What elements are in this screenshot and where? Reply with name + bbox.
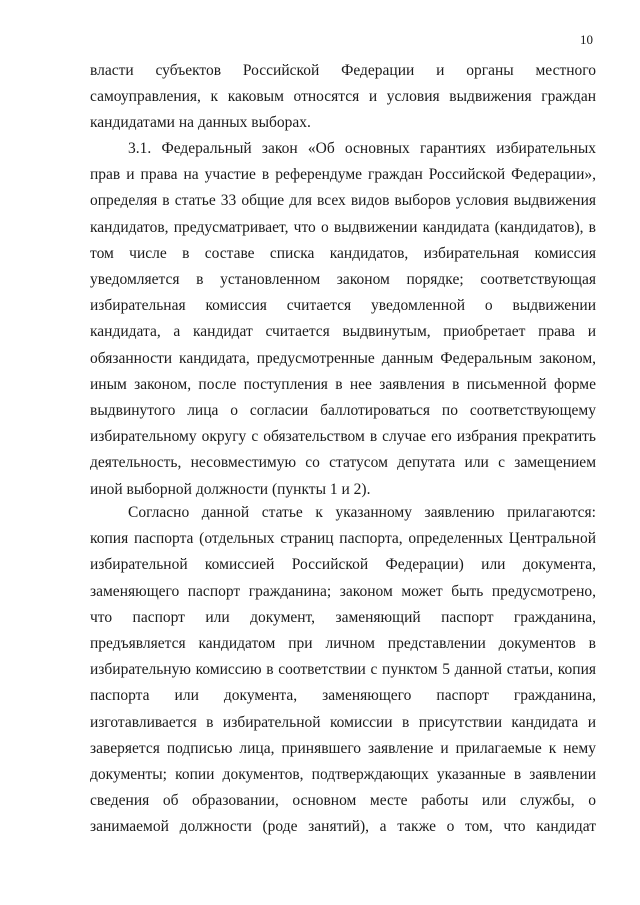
paragraph-line: избирательную комиссию в соответствии с пунктом 5 данной статьи, копия: [90, 661, 596, 679]
paragraph-line: прав и права на участие в референдуме граждан Российской Федерации»,: [90, 166, 596, 184]
paragraph-line: иной выборной должности (пункты 1 и 2).: [90, 480, 371, 498]
paragraph-line: заверяется подписью лица, принявшего заявление и прилагаемые к нему: [90, 739, 596, 757]
paragraph-line: что паспорт или документ, заменяющий паспорт гражданина,: [90, 608, 596, 626]
paragraph-line: сведения об образовании, основном месте работы или службы, о: [90, 792, 596, 810]
paragraph-line: выдвинутого лица о согласии баллотироваться по соответствующему: [90, 402, 596, 420]
paragraph-line: копия паспорта (отдельных страниц паспорта, определенных Центральной: [90, 530, 596, 548]
paragraph-line: деятельность, несовместимую со статусом депутата или с замещением: [90, 454, 596, 472]
paragraph-line: изготавливается в избирательной комиссии в присутствии кандидата и: [90, 713, 596, 731]
paragraph-line: избирательная комиссия считается уведомленной о выдвижении: [90, 297, 596, 315]
paragraph-line: 3.1. Федеральный закон «Об основных гарантиях избирательных: [128, 140, 596, 157]
paragraph-line: определяя в статье 33 общие для всех видов выборов условия выдвижения: [90, 192, 596, 210]
paragraph-line: том числе в составе списка кандидатов, избирательная комиссия: [90, 244, 596, 262]
page-number: 10: [580, 32, 593, 47]
paragraph-3: [90, 500, 596, 841]
paragraph-line: иным законом, после поступления в нее заявления в письменной форме: [90, 375, 596, 393]
paragraph-line: заменяющего паспорт гражданина; законом может быть предусмотрено,: [90, 582, 596, 600]
paragraph-line: Согласно данной статье к указанному заявлению прилагаются:: [128, 504, 596, 521]
paragraph-line: документы; копии документов, подтверждающих указанные в заявлении: [90, 766, 596, 784]
paragraph-line: кандидатов, предусматривает, что о выдвижении кандидата (кандидатов), в: [90, 218, 596, 236]
paragraph-line: избирательной комиссией Российской Федерации) или документа,: [90, 556, 596, 574]
paragraph-line: предъявляется кандидатом при личном представлении документов в: [90, 635, 596, 653]
paragraph-line: занимаемой должности (роде занятий), а также о том, что кандидат: [90, 818, 596, 836]
paragraph-line: кандидатами на данных выборах.: [90, 114, 311, 132]
paragraph-2: [90, 136, 596, 503]
paragraph-line: избирательному округу с обязательством в случае его избрания прекратить: [90, 428, 596, 446]
paragraph-line: паспорта или документа, заменяющего паспорт гражданина,: [90, 687, 596, 705]
paragraph-line: обязанности кандидата, предусмотренные данным Федеральным законом,: [90, 349, 596, 367]
paragraph-line: власти субъектов Российской Федерации и органы местного: [90, 62, 596, 79]
paragraph-1: [90, 58, 596, 137]
paragraph-line: уведомляется в установленном законом порядке; соответствующая: [90, 271, 596, 289]
paragraph-line: кандидата, а кандидат считается выдвинутым, приобретает права и: [90, 323, 596, 341]
paragraph-line: самоуправления, к каковым относятся и условия выдвижения граждан: [90, 88, 596, 106]
